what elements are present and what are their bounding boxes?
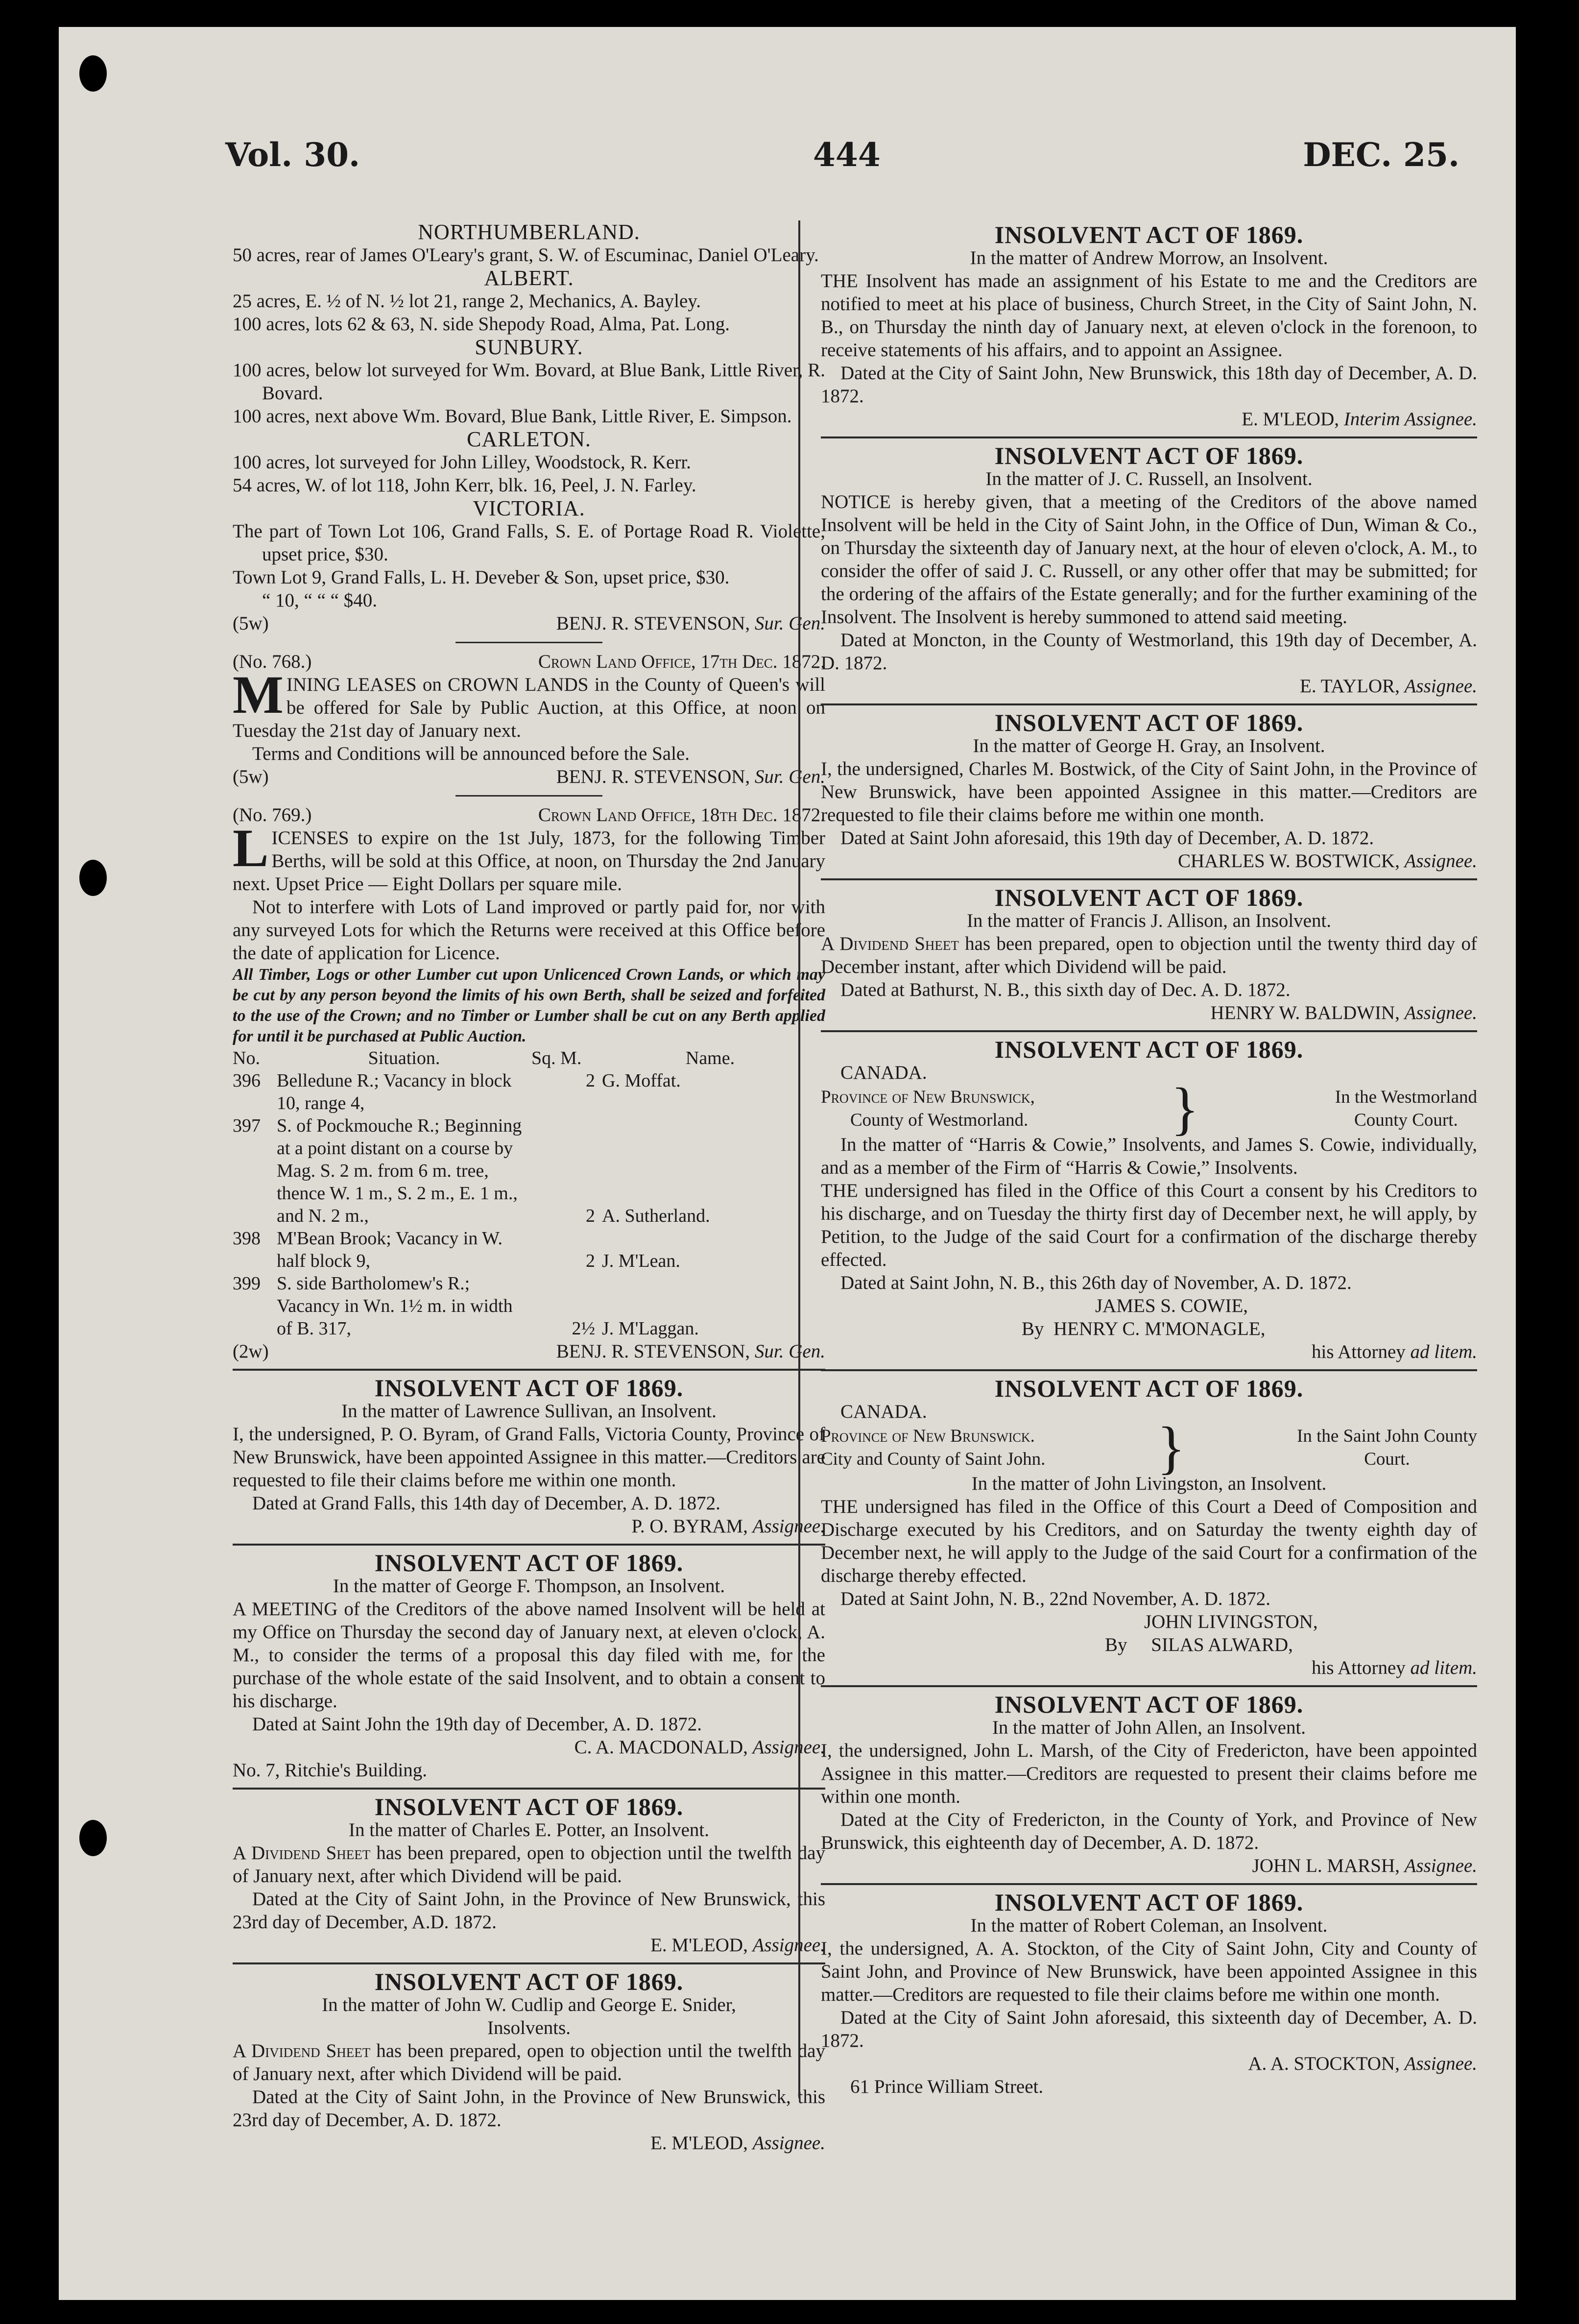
signatory-role-latin: ad litem. bbox=[1410, 1341, 1477, 1362]
land-entry: “ 10, “ “ “ $40. bbox=[262, 590, 377, 611]
signatory: C. A. MACDONALD, bbox=[574, 1737, 748, 1758]
signatory-by: By bbox=[1105, 1634, 1127, 1655]
notice-heading: INSOLVENT ACT OF 1869. bbox=[994, 1375, 1304, 1402]
signatory-role-latin: ad litem. bbox=[1410, 1657, 1477, 1678]
notice-matter: In the matter of John Livingston, an Insolvent. bbox=[971, 1473, 1327, 1494]
page bbox=[59, 27, 1516, 2300]
dividend-sheet-label: A Dividend Sheet bbox=[233, 1842, 371, 1864]
signatory: CHARLES W. BOSTWICK, bbox=[1177, 850, 1400, 872]
table-row: 396 Belledune R.; Vacancy in block 10, range 4, 2 G. Moffat. bbox=[233, 1070, 681, 1114]
notice-address: 61 Prince William Street. bbox=[850, 2076, 1044, 2097]
signatory-title: Assignee. bbox=[752, 1935, 825, 1956]
notice-body: has been prepared, open to objection until the twelfth day of January next, after which Dividend will be paid. bbox=[233, 2040, 825, 2084]
signatory-title: Sur. Gen. bbox=[754, 1341, 825, 1362]
notice-body: I, the undersigned, John L. Marsh, of the City of Fredericton, have been appointed Assignee in this matter.—Creditors are requested to present their claims before me within one month. bbox=[821, 1740, 1477, 1807]
notice-matter: In the matter of George F. Thompson, an Insolvent. bbox=[333, 1575, 725, 1597]
signatory: HENRY W. BALDWIN, bbox=[1210, 1002, 1400, 1023]
signatory-attorney: SILAS ALWARD, bbox=[1151, 1634, 1293, 1655]
signatory: BENJ. R. STEVENSON, bbox=[556, 1341, 750, 1362]
notice-body: Terms and Conditions will be announced before the Sale. bbox=[252, 743, 690, 764]
notice-dated: Dated at the City of Saint John, in the Province of New Brunswick, this 23rd day of December, A. D. 1872. bbox=[233, 2086, 825, 2130]
notice-matter: In the matter of John W. Cudlip and George E. Snider, bbox=[322, 1994, 736, 2015]
notice-heading: INSOLVENT ACT OF 1869. bbox=[374, 1374, 684, 1402]
notice-number: (No. 769.) bbox=[233, 804, 312, 825]
notice-matter: In the matter of George H. Gray, an Insolvent. bbox=[973, 735, 1325, 756]
signatory-title: Assignee. bbox=[752, 1516, 825, 1537]
county-heading: ALBERT. bbox=[484, 266, 574, 290]
signatory: E. M'LEOD, bbox=[650, 2132, 748, 2154]
notice-body: Not to interfere with Lots of Land improved or partly paid for, nor with any surveyed Lots for which the Returns were received at this Office before the date of application for Licence. bbox=[233, 896, 825, 964]
signatory-title: Assignee. bbox=[1404, 676, 1477, 697]
signatory: A. A. STOCKTON, bbox=[1248, 2053, 1400, 2074]
insertion-code: (5w) bbox=[233, 613, 269, 634]
signatory: E. TAYLOR, bbox=[1300, 676, 1400, 697]
notice-dated: Dated at Bathurst, N. B., this sixth day of Dec. A. D. 1872. bbox=[840, 979, 1291, 1000]
insertion-code: (5w) bbox=[233, 766, 269, 787]
notice-body: A MEETING of the Creditors of the above named Insolvent will be held at my Office on Thursday the second day of January next, at eleven o'clock, A. M., to consider the terms of a proposal this day filed with me, for the purchase of the whole estate of the said Insolvent, and to obtain a consent to his discharge. bbox=[233, 1598, 825, 1712]
land-entry: The part of Town Lot 106, Grand Falls, S. E. of Portage Road R. Violette, upset price, $30. bbox=[233, 521, 825, 565]
notice-body: has been prepared, open to objection until the twenty third day of December instant, after which Dividend will be paid. bbox=[821, 933, 1477, 977]
signatory: BENJ. R. STEVENSON, bbox=[556, 766, 750, 787]
volume-label: Vol. 30. bbox=[225, 136, 360, 174]
court-name: In the Westmorland bbox=[1335, 1087, 1477, 1107]
notice-heading: INSOLVENT ACT OF 1869. bbox=[994, 1888, 1304, 1916]
table-header: No. bbox=[233, 1048, 260, 1068]
notice-body: THE Insolvent has made an assignment of his Estate to me and the Creditors are notified to meet at his place of business, Church Street, in the City of Saint John, N. B., on Thursday the ninth day of January next, at eleven o'clock in the forenoon, to receive statements of his affairs, and to appoint an Assignee. bbox=[821, 270, 1477, 361]
notice-heading: INSOLVENT ACT OF 1869. bbox=[374, 1793, 684, 1820]
signatory-title: Sur. Gen. bbox=[754, 766, 825, 787]
land-entry: 100 acres, lots 62 & 63, N. side Shepody Road, Alma, Pat. Long. bbox=[233, 314, 730, 335]
signatory-role: his Attorney bbox=[1312, 1341, 1406, 1362]
notice-dated: Dated at the City of Saint John aforesaid, this sixteenth day of December, A. D. 1872. bbox=[821, 2007, 1477, 2051]
court-province: Province of New Brunswick, bbox=[821, 1087, 1035, 1107]
signatory-title: Assignee. bbox=[1404, 1855, 1477, 1876]
county-heading: SUNBURY. bbox=[475, 335, 583, 359]
court-country: CANADA. bbox=[840, 1401, 927, 1422]
table-header: Situation. bbox=[368, 1048, 440, 1068]
notice-matter: In the matter of Andrew Morrow, an Insolvent. bbox=[970, 247, 1328, 268]
signatory-title: Assignee. bbox=[1404, 850, 1477, 872]
signatory-by: By bbox=[1022, 1318, 1044, 1339]
notice-body: I, the undersigned, P. O. Byram, of Grand Falls, Victoria County, Province of New Brunswick, have been appointed Assignee in this matter.—Creditors are requested to file their claims before me within one month. bbox=[233, 1424, 825, 1491]
notice-dated: Dated at the City of Saint John, in the Province of New Brunswick, this 23rd day of December, A.D. 1872. bbox=[233, 1888, 825, 1933]
land-entry: 100 acres, below lot surveyed for Wm. Bovard, at Blue Bank, Little River, R. Bovard. bbox=[233, 360, 825, 404]
court-county: City and County of Saint John. bbox=[821, 1449, 1046, 1469]
dividend-sheet-label: A Dividend Sheet bbox=[233, 2040, 371, 2061]
signatory-title: Interim Assignee. bbox=[1343, 409, 1477, 430]
court-province: Province of New Brunswick. bbox=[821, 1426, 1035, 1446]
signatory: BENJ. R. STEVENSON, bbox=[556, 613, 750, 634]
notice-italic-note: All Timber, Logs or other Lumber cut upon Unlicenced Crown Lands, or which may be cut by any person beyond the limits of his own Berth, shall be seized and forfeited to the use of the Crown; and no Timber or Lumber shall be cut on any Berth applied for until it be purchased at Public Auction. bbox=[233, 966, 825, 1045]
county-heading: VICTORIA. bbox=[473, 496, 585, 520]
drop-cap: L bbox=[233, 818, 269, 878]
notice-dated: Dated at the City of Fredericton, in the County of York, and Province of New Brunswick, this eighteenth day of December, A. D. 1872. bbox=[821, 1809, 1477, 1853]
signatory: JAMES S. COWIE, bbox=[1095, 1295, 1248, 1316]
brace-glyph: } bbox=[1157, 1415, 1186, 1480]
signatory-title: Assignee. bbox=[752, 2132, 825, 2154]
notice-heading: INSOLVENT ACT OF 1869. bbox=[374, 1968, 684, 1995]
signatory: JOHN L. MARSH, bbox=[1252, 1855, 1400, 1876]
court-name: County Court. bbox=[1354, 1110, 1458, 1130]
land-entry: 100 acres, lot surveyed for John Lilley, Woodstock, R. Kerr. bbox=[233, 452, 691, 473]
page-number: 444 bbox=[813, 136, 881, 174]
notice-body: I, the undersigned, Charles M. Bostwick, of the City of Saint John, in the Province of New Brunswick, have been appointed Assignee in this matter.—Creditors are requested to file their claims before me within one month. bbox=[821, 758, 1477, 825]
drop-cap: M bbox=[233, 665, 284, 725]
county-heading: CARLETON. bbox=[467, 427, 591, 451]
right-column bbox=[798, 220, 1477, 2098]
table-row: 397 S. of Pockmouche R.; Beginning at a point distant on a course by Mag. S. 2 m. from 6 m. tree, thence W. 1 m., S. 2 m., E. 1 m., and N. 2 m., 2 A. Sutherland. bbox=[233, 1115, 710, 1226]
notice-heading: INSOLVENT ACT OF 1869. bbox=[374, 1549, 684, 1576]
court-block bbox=[821, 1076, 1477, 1141]
county-heading: NORTHUMBERLAND. bbox=[418, 220, 640, 244]
land-entry: 54 acres, W. of lot 118, John Kerr, blk. 16, Peel, J. N. Farley. bbox=[233, 475, 696, 496]
notice-heading: INSOLVENT ACT OF 1869. bbox=[994, 884, 1304, 911]
notice-matter: In the matter of “Harris & Cowie,” Insolvents, and James S. Cowie, individually, and as a member of the Firm of “Harris & Cowie,” Insolvents. bbox=[821, 1134, 1477, 1178]
signatory-role: his Attorney bbox=[1312, 1657, 1406, 1678]
signatory-title: Sur. Gen. bbox=[754, 613, 825, 634]
notice-heading: INSOLVENT ACT OF 1869. bbox=[994, 442, 1304, 469]
court-block bbox=[821, 1415, 1477, 1480]
table-header: Name. bbox=[685, 1048, 735, 1068]
notice-body: INING LEASES on CROWN LANDS in the County of Queen's will be offered for Sale by Public Auction, at this Office, at noon on Tuesday the 21st day of January next. bbox=[233, 674, 825, 741]
signatory: P. O. BYRAM, bbox=[631, 1516, 748, 1537]
notice-matter: In the matter of Francis J. Allison, an Insolvent. bbox=[966, 910, 1332, 931]
insertion-code: (2w) bbox=[233, 1341, 269, 1362]
binding-hole bbox=[79, 1820, 107, 1856]
signatory-title: Assignee. bbox=[752, 1737, 825, 1758]
notice-body: ICENSES to expire on the 1st July, 1873, for the following Timber Berths, will be sold at this Office, at noon, on Thursday the 2nd January next. Upset Price — Eight Dollars per square mile. bbox=[233, 827, 825, 895]
land-entry: Town Lot 9, Grand Falls, L. H. Deveber & Son, upset price, $30. bbox=[233, 567, 730, 588]
notice-matter: In the matter of Robert Coleman, an Insolvent. bbox=[970, 1915, 1328, 1936]
notice-heading: INSOLVENT ACT OF 1869. bbox=[994, 1036, 1304, 1063]
notice-body: THE undersigned has filed in the Office of this Court a consent by his Creditors to his discharge, and on Tuesday the thirty first day of December next, he will apply, by Petition, to the Judge of the said Court for a confirmation of the discharge thereby effected. bbox=[821, 1180, 1477, 1270]
notice-matter: In the matter of Lawrence Sullivan, an Insolvent. bbox=[341, 1401, 717, 1422]
signatory: JOHN LIVINGSTON, bbox=[1144, 1611, 1318, 1632]
land-entry: 50 acres, rear of James O'Leary's grant, S. W. of Escuminac, Daniel O'Leary. bbox=[233, 244, 819, 266]
timber-berth-table bbox=[233, 1047, 825, 1340]
binding-hole bbox=[79, 55, 107, 92]
notice-heading: INSOLVENT ACT OF 1869. bbox=[994, 709, 1304, 736]
table-row: 399 S. side Bartholomew's R.; Vacancy in Wn. 1½ m. in width of B. 317, 2½ J. M'Laggan. bbox=[233, 1273, 699, 1339]
notice-address: No. 7, Ritchie's Building. bbox=[233, 1760, 428, 1781]
notice-dated: Dated at Saint John the 19th day of December, A. D. 1872. bbox=[252, 1714, 702, 1735]
notice-heading: INSOLVENT ACT OF 1869. bbox=[994, 1691, 1304, 1718]
notice-heading: INSOLVENT ACT OF 1869. bbox=[994, 221, 1304, 248]
notice-dateline: Crown Land Office, 17th Dec. 1872. bbox=[538, 651, 825, 672]
page-header bbox=[225, 136, 1459, 194]
notice-body: NOTICE is hereby given, that a meeting of the Creditors of the above named Insolvent will be held in the City of Saint John, in the Office of Dun, Wiman & Co., on Thursday the sixteenth day of January next, at the hour of eleven o'clock, A. M., to consider the offer of said J. C. Russell, or any other offer that may be submitted; for the ordering of the affairs of the Estate generally; and for the further examining of the Insolvent. The Insolvent is hereby summoned to attend said meeting. bbox=[821, 491, 1477, 628]
notice-body: has been prepared, open to objection until the twelfth day of January next, after which Dividend will be paid. bbox=[233, 1842, 825, 1887]
notice-matter: In the matter of J. C. Russell, an Insolvent. bbox=[985, 468, 1313, 489]
court-name: Court. bbox=[1364, 1449, 1410, 1469]
land-entry: 25 acres, E. ½ of N. ½ lot 21, range 2, Mechanics, A. Bayley. bbox=[233, 290, 701, 312]
court-name: In the Saint John County bbox=[1297, 1426, 1477, 1446]
signatory-attorney: HENRY C. M'MONAGLE, bbox=[1053, 1318, 1266, 1339]
notice-dated: Dated at Saint John, N. B., 22nd November, A. D. 1872. bbox=[840, 1588, 1271, 1609]
notice-dated: Dated at Grand Falls, this 14th day of December, A. D. 1872. bbox=[252, 1493, 720, 1514]
dividend-sheet-label: A Dividend Sheet bbox=[821, 933, 959, 954]
signatory-title: Assignee. bbox=[1404, 1002, 1477, 1023]
notice-body: THE undersigned has filed in the Office of this Court a Deed of Composition and Discharge executed by his Creditors, and on Saturday the twenty eighth day of December next, he will apply to the Judge of the said Court for a confirmation of the discharge thereby effected. bbox=[821, 1496, 1477, 1586]
notice-body: I, the undersigned, A. A. Stockton, of the City of Saint John, City and County of Saint John, and Province of New Brunswick, have been appointed Assignee in this matter.—Creditors are requested to file their claims before me within one month. bbox=[821, 1938, 1477, 2005]
issue-date: DEC. 25. bbox=[1303, 136, 1459, 174]
notice-dated: Dated at Saint John aforesaid, this 19th day of December, A. D. 1872. bbox=[840, 827, 1374, 848]
table-header: Sq. M. bbox=[531, 1048, 582, 1068]
notice-dated: Dated at Moncton, in the County of Westmorland, this 19th day of December, A. D. 1872. bbox=[821, 629, 1477, 674]
notice-matter: In the matter of Charles E. Potter, an Insolvent. bbox=[349, 1819, 709, 1840]
left-column bbox=[233, 220, 825, 2155]
court-county: County of Westmorland. bbox=[850, 1110, 1029, 1130]
notice-number: (No. 768.) bbox=[233, 651, 312, 672]
land-entry: 100 acres, next above Wm. Bovard, Blue Bank, Little River, E. Simpson. bbox=[233, 406, 792, 427]
notice-dated: Dated at Saint John, N. B., this 26th day of November, A. D. 1872. bbox=[840, 1272, 1352, 1293]
signatory: E. M'LEOD, bbox=[1242, 409, 1339, 430]
table-row: 398 M'Bean Brook; Vacancy in W. half block 9, 2 J. M'Lean. bbox=[233, 1228, 680, 1271]
signatory-title: Assignee. bbox=[1404, 2053, 1477, 2074]
notice-matter: Insolvents. bbox=[487, 2017, 571, 2038]
brace-glyph: } bbox=[1171, 1076, 1199, 1141]
court-country: CANADA. bbox=[840, 1062, 927, 1083]
signatory: E. M'LEOD, bbox=[650, 1935, 748, 1956]
notice-dateline: Crown Land Office, 18th Dec. 1872. bbox=[538, 804, 825, 825]
notice-dated: Dated at the City of Saint John, New Brunswick, this 18th day of December, A. D. 1872. bbox=[821, 363, 1477, 407]
binding-hole bbox=[79, 860, 107, 896]
notice-matter: In the matter of John Allen, an Insolvent. bbox=[992, 1717, 1306, 1738]
